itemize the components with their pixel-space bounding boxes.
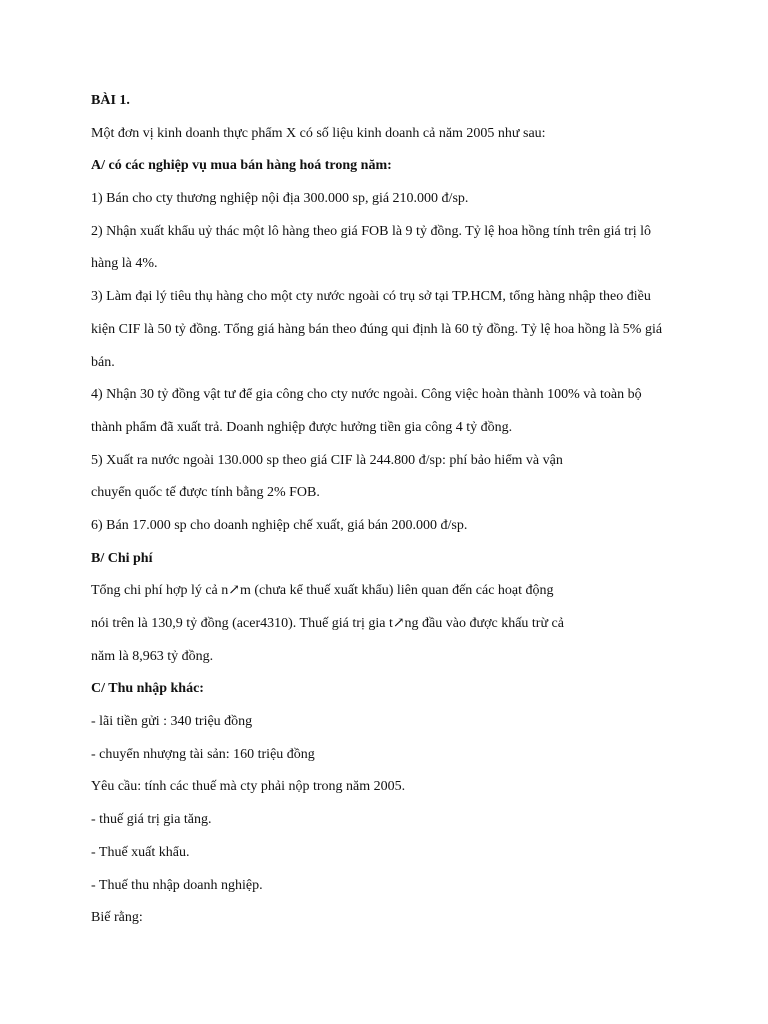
document-title: BÀI 1. bbox=[91, 93, 130, 108]
section-a-line: thành phẩm đã xuất trả. Doanh nghiệp được hưởng tiền gia công 4 tỷ đồng. bbox=[91, 419, 513, 435]
section-c-line: Yêu cầu: tính các thuế mà cty phải nộp trong năm 2005. bbox=[91, 779, 406, 795]
section-c-heading: C/ Thu nhập khác: bbox=[91, 681, 204, 697]
section-c-line: - Thuế xuất khẩu. bbox=[91, 844, 190, 860]
document-page bbox=[91, 90, 681, 940]
section-c-line: - lãi tiền gửi : 340 triệu đồng bbox=[91, 714, 253, 730]
section-a-line: bán. bbox=[91, 354, 115, 370]
section-c-line: Biế rằng: bbox=[91, 910, 143, 926]
section-b-line: Tổng chi phí hợp lý cả n↗m (chưa kể thuế xuất khẩu) liên quan đến các hoạt động bbox=[91, 583, 554, 599]
section-b-line: năm là 8,963 tỷ đồng. bbox=[91, 648, 214, 664]
section-a-line: hàng là 4%. bbox=[91, 256, 158, 272]
section-b-heading: B/ Chi phí bbox=[91, 550, 153, 566]
section-a-heading: A/ có các nghiệp vụ mua bán hàng hoá trong năm: bbox=[91, 158, 392, 174]
section-a-line: 2) Nhận xuất khẩu uỷ thác một lô hàng theo giá FOB là 9 tỷ đồng. Tỷ lệ hoa hồng tính trên giá trị lô bbox=[91, 223, 652, 239]
section-c-line: - thuế giá trị gia tăng. bbox=[91, 812, 212, 828]
section-a-line: chuyển quốc tế được tính bằng 2% FOB. bbox=[91, 485, 320, 501]
section-a-line: 4) Nhận 30 tỷ đồng vật tư để gia công cho cty nước ngoài. Công việc hoàn thành 100% và toàn bộ bbox=[91, 387, 642, 403]
section-a-line: kiện CIF là 50 tỷ đồng. Tổng giá hàng bán theo đúng qui định là 60 tỷ đồng. Tỷ lệ hoa hồng là 5% giá bbox=[91, 321, 663, 337]
section-b-line: nói trên là 130,9 tỷ đồng (acer4310). Thuế giá trị gia t↗ng đầu vào được khấu trừ cả bbox=[91, 616, 564, 631]
section-a-line: 3) Làm đại lý tiêu thụ hàng cho một cty nước ngoài có trụ sở tại TP.HCM, tổng hàng nhập theo điều bbox=[91, 289, 651, 305]
section-c-line: - Thuế thu nhập doanh nghiệp. bbox=[91, 877, 263, 893]
section-a-line: 1) Bán cho cty thương nghiệp nội địa 300.000 sp, giá 210.000 đ/sp. bbox=[91, 191, 469, 207]
section-a-line: 6) Bán 17.000 sp cho doanh nghiệp chế xuất, giá bán 200.000 đ/sp. bbox=[91, 517, 468, 533]
section-a-line: 5) Xuất ra nước ngoài 130.000 sp theo giá CIF là 244.800 đ/sp: phí bảo hiểm và vận bbox=[91, 452, 563, 468]
section-c-line: - chuyển nhượng tài sản: 160 triệu đồng bbox=[91, 746, 315, 762]
intro-paragraph: Một đơn vị kinh doanh thực phẩm X có số liệu kinh doanh cả năm 2005 như sau: bbox=[91, 125, 546, 141]
